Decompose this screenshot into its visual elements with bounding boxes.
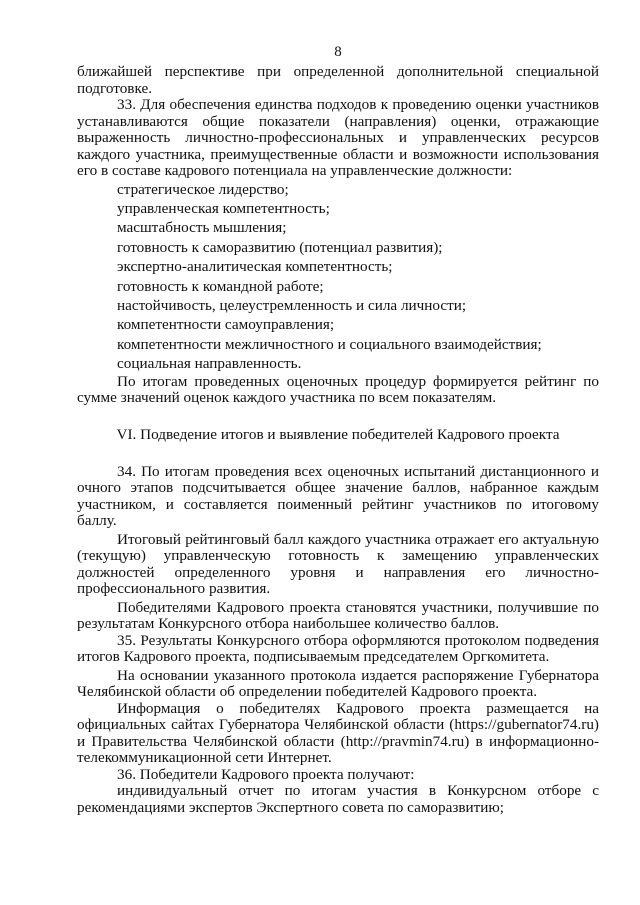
paragraph-34: 34. По итогам проведения всех оценочных испытаний дистанционного и очного этапов подсчитывается общее значение баллов, набранное каждым участником, и составляется поименный рейтинг участников по итоговому баллу. — [77, 462, 599, 530]
list-item: масштабность мышления; — [117, 219, 287, 237]
intro-paragraph: ближайшей перспективе при определенной дополнительной специальной подготовке. — [77, 63, 599, 97]
section-heading: VI. Подведение итогов и выявление победителей Кадрового проекта — [116, 425, 560, 443]
paragraph-34-winners: Победителями Кадрового проекта становятся участники, получившие по результатам Конкурсного отбора наибольшее количество баллов. — [77, 598, 599, 633]
paragraph-35-order: На основании указанного протокола издается распоряжение Губернатора Челябинской области об определении победителей Кадрового проекта. — [77, 666, 599, 701]
paragraph-33: 33. Для обеспечения единства подходов к проведению оценки участников устанавливаются общие показатели (направления) оценки, отражающие выраженность личностно-профессиональных и управленческих ресурсов каждого участника, преимущественные области и возможности использования его в составе кадрового потенциала на управленческие должности: — [77, 96, 599, 179]
page-number: 8 — [334, 44, 342, 60]
paragraph-35-info: Информация о победителях Кадрового проекта размещается на официальных сайтах Губернатора Челябинской области (https://gubernator74.ru) и Правительства Челябинской области (http://pravmin74.ru) в информационно-телекоммуникационной сети Интернет. — [77, 699, 599, 767]
list-item: готовность к командной работе; — [117, 277, 324, 295]
document-page — [77, 0, 599, 816]
list-item: управленческая компетентность; — [117, 199, 330, 217]
paragraph-36-item: индивидуальный отчет по итогам участия в Конкурсном отборе с рекомендациями экспертов Экспертного совета по саморазвитию; — [77, 782, 599, 816]
list-item: готовность к саморазвитию (потенциал развития); — [117, 238, 443, 256]
list-item: социальная направленность. — [117, 355, 302, 373]
list-item: настойчивость, целеустремленность и сила личности; — [117, 296, 467, 314]
document-body — [77, 64, 599, 816]
list-item: экспертно-аналитическая компетентность; — [117, 258, 393, 276]
paragraph-34-rating: Итоговый рейтинговый балл каждого участника отражает его актуальную (текущую) управленческую готовность к замещению управленческих должностей определенного уровня и направления его личностно-профессионального развития. — [77, 530, 599, 598]
criteria-list — [77, 180, 599, 374]
list-item: стратегическое лидерство; — [117, 180, 289, 198]
rating-paragraph: По итогам проведенных оценочных процедур формируется рейтинг по сумме значений оценок каждого участника по всем показателям. — [77, 372, 599, 407]
paragraph-35: 35. Результаты Конкурсного отбора оформляются протоколом подведения итогов Кадрового проекта, подписываемым председателем Оргкомитета. — [77, 631, 599, 666]
list-item: компетентности самоуправления; — [117, 316, 335, 334]
paragraph-36: 36. Победители Кадрового проекта получают: — [117, 765, 415, 783]
list-item: компетентности межличностного и социального взаимодействия; — [117, 335, 542, 353]
